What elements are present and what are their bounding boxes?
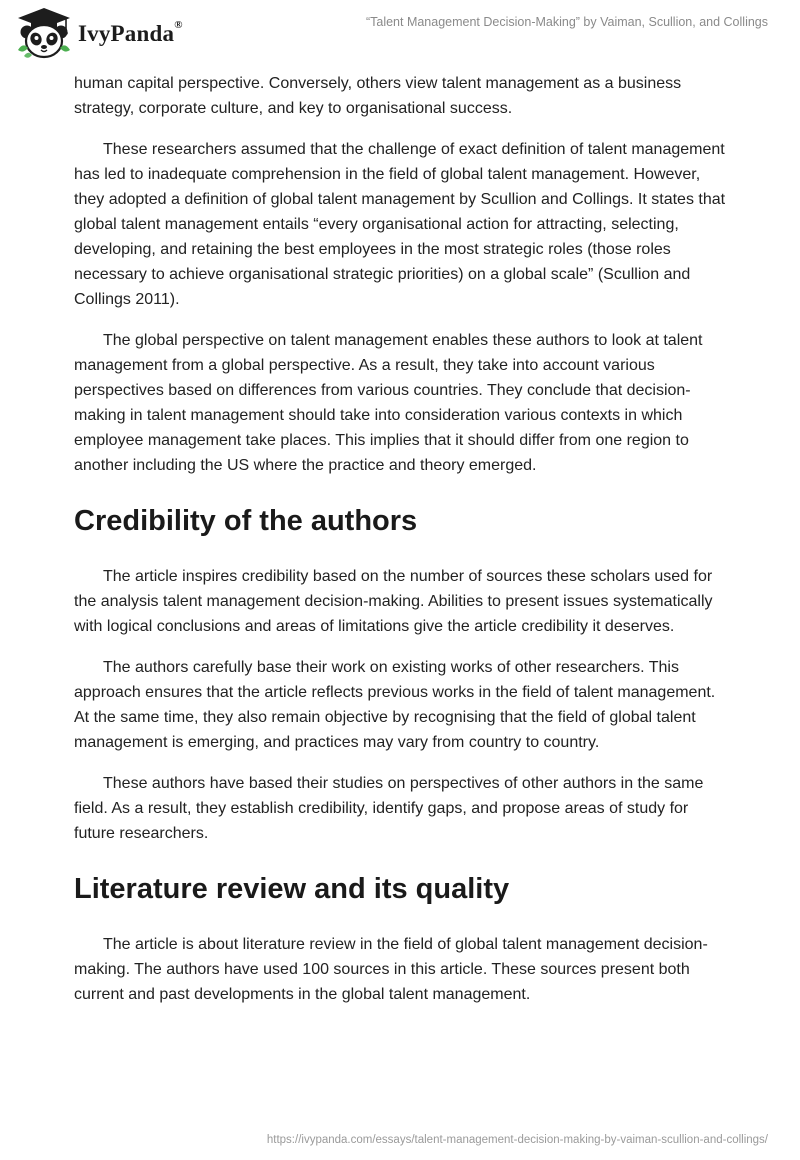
paragraph: The authors carefully base their work on existing works of other researchers. This approach ensures that the article reflects previous works in the field of talent management. At the same time, they also remain objective by recognising that the field of global talent management is emerging, and practices may vary from country to country. xyxy=(74,659,716,751)
section-heading-literature: Literature review and its quality xyxy=(74,873,510,905)
paragraph: human capital perspective. Conversely, others view talent management as a business strategy, corporate culture, and key to organisational success. xyxy=(74,75,682,117)
paragraph: These authors have based their studies on perspectives of other authors in the same field. As a result, they establish credibility, identify gaps, and propose areas of study for future researchers. xyxy=(74,775,704,842)
brand-name[interactable]: IvyPanda® xyxy=(78,19,183,46)
paragraph: The article inspires credibility based on the number of sources these scholars used for the analysis talent management decision-making. Abilities to present issues systematically with logical conclusions and areas of limitations give the article credibility it deserves. xyxy=(74,568,713,635)
essay-body xyxy=(74,71,726,1023)
section-heading-credibility: Credibility of the authors xyxy=(74,505,418,537)
paragraph: The global perspective on talent management enables these authors to look at talent management from a global perspective. As a result, they take into account various perspectives based on differences from various countries. They conclude that decision-making in talent management should take into consideration various contexts in which employee management take places. This implies that it should differ from one region to another including the US where the practice and theory emerged. xyxy=(74,332,703,474)
registered-mark: ® xyxy=(174,19,183,32)
paragraph: These researchers assumed that the challenge of exact definition of talent management has led to inadequate comprehension in the field of global talent management. However, they adopted a definition of global talent management by Scullion and Collings. It states that global talent management entails “every organisational action for attracting, selecting, developing, and retaining the best employees in the most strategic roles (those roles necessary to achieve organisational strategic priorities) on a global scale” (Scullion and Collings 2011). xyxy=(74,141,726,308)
document-title: “Talent Management Decision-Making” by Vaiman, Scullion, and Collings xyxy=(365,15,768,29)
panda-graduate-icon[interactable] xyxy=(14,6,74,62)
page-header xyxy=(0,0,800,70)
paragraph: The article is about literature review in the field of global talent management decision-making. The authors have used 100 sources in this article. These sources present both current and past developments in the global talent management. xyxy=(74,936,708,1003)
footer-url[interactable]: https://ivypanda.com/essays/talent-management-decision-making-by-vaiman-scullion-and-collings/ xyxy=(266,1134,768,1146)
